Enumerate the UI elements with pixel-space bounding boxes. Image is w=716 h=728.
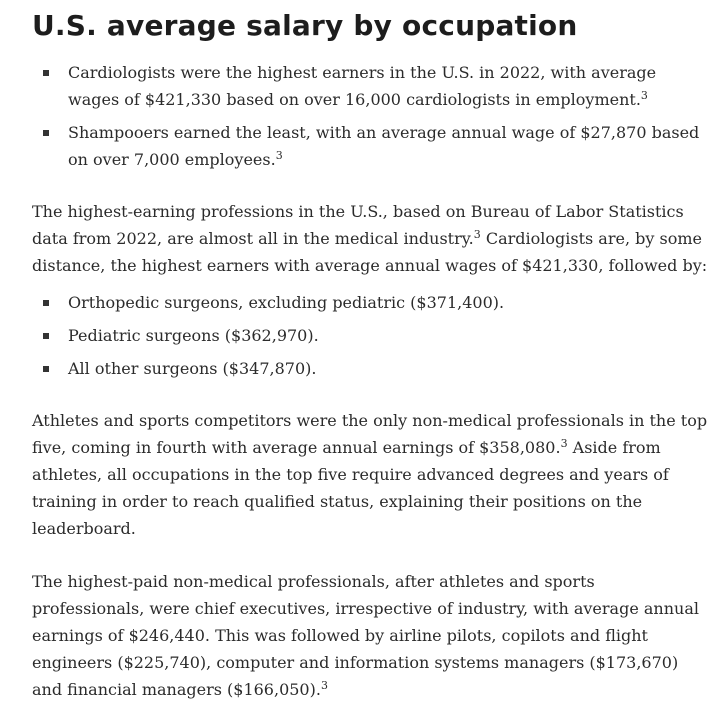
list-item-text: All other surgeons ($347,870).: [68, 359, 317, 378]
summary-bullet-text: Cardiologists were the highest earners in the U.S. in 2022, with average wages of $421,330 based on over 16,000 cardiologists in employment.: [68, 63, 657, 109]
top-earners-list: [32, 289, 708, 382]
square-bullet-icon: [43, 366, 49, 372]
paragraph-text: The highest-earning professions in the U.S., based on Bureau of Labor Statistics data from 2022, are almost all in the medical industry.: [32, 202, 684, 248]
square-bullet-icon: [43, 70, 49, 76]
summary-bullet-list: [32, 59, 708, 173]
list-item: [32, 289, 708, 316]
footnote-reference-link[interactable]: 3: [640, 89, 648, 102]
paragraph-text: Aside from athletes, all occupations in the top five require advanced degrees and years of training in order to reach qualified status, explaining their positions on the leaderboard.: [32, 438, 669, 538]
section-heading: U.S. average salary by occupation: [32, 9, 578, 42]
square-bullet-icon: [43, 130, 49, 136]
summary-bullet: [32, 119, 708, 173]
paragraph-highest-earning: [32, 198, 708, 279]
summary-bullet-text: Shampooers earned the least, with an average annual wage of $27,870 based on over 7,000 employees.: [68, 123, 700, 169]
paragraph-text: Cardiologists are, by some distance, the highest earners with average annual wages of $421,330, followed by:: [32, 229, 708, 275]
paragraph-text: The highest-paid non-medical professionals, after athletes and sports professionals, were chief executives, irrespective of industry, with average annual earnings of $246,440. This was followed by airline pilots, copilots and flight engineers ($225,740), computer and information systems managers ($173,670) and financial managers ($166,050).: [32, 572, 699, 699]
summary-bullet: [32, 59, 708, 113]
article: [32, 0, 708, 703]
list-item: [32, 355, 708, 382]
list-item-text: Pediatric surgeons ($362,970).: [68, 326, 319, 345]
square-bullet-icon: [43, 333, 49, 339]
footnote-reference-link[interactable]: 3: [473, 228, 481, 241]
list-item-text: Orthopedic surgeons, excluding pediatric ($371,400).: [68, 293, 505, 312]
footnote-reference-link[interactable]: 3: [275, 149, 283, 162]
paragraph-non-medical: [32, 568, 708, 703]
paragraph-athletes: [32, 407, 708, 542]
list-item: [32, 322, 708, 349]
paragraph-text: Athletes and sports competitors were the only non-medical professionals in the top five, coming in fourth with average annual earnings of $358,080.: [32, 411, 708, 457]
footnote-reference-link[interactable]: 3: [560, 437, 568, 450]
footnote-reference-link[interactable]: 3: [320, 679, 328, 692]
square-bullet-icon: [43, 300, 49, 306]
